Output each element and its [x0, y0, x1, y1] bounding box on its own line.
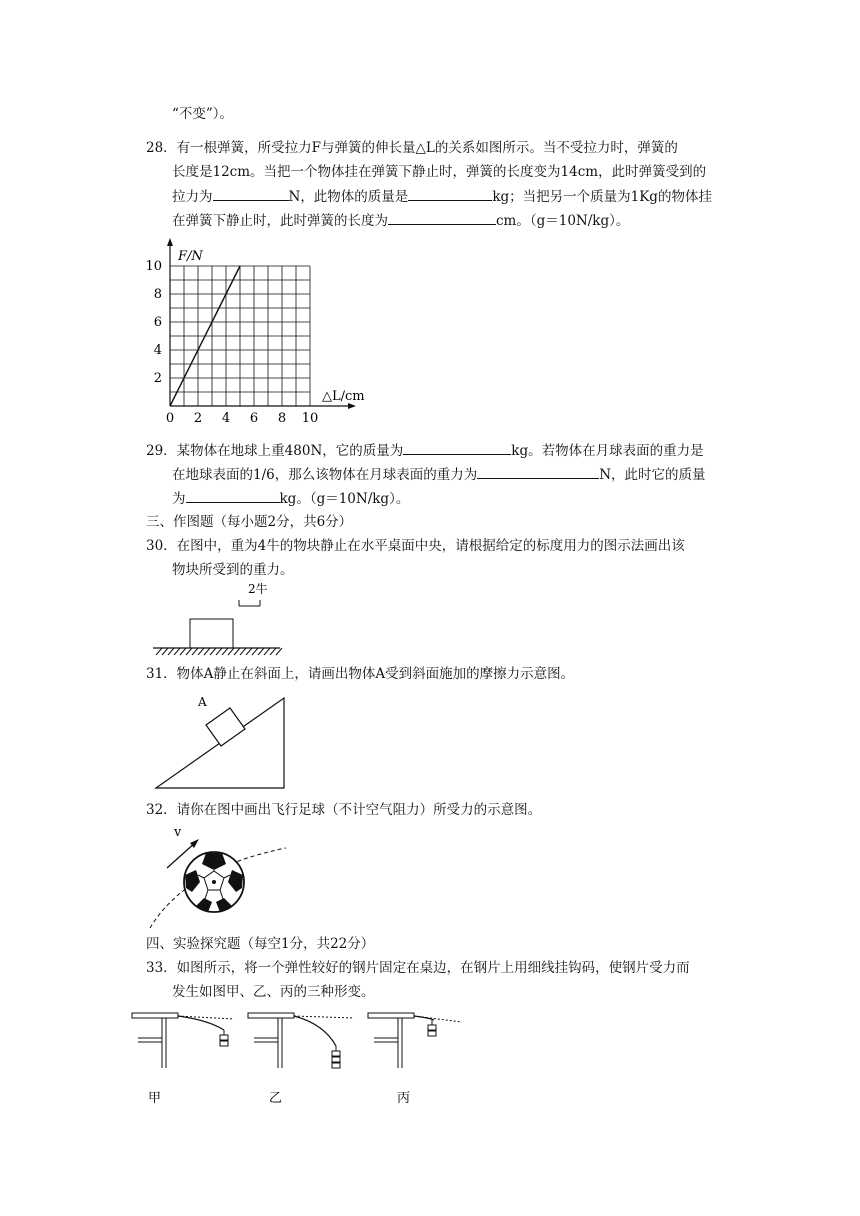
velocity-label: v: [174, 825, 182, 840]
q28-line-1: 28．有一根弹簧，所受拉力F与弹簧的伸长量△L的关系如图所示。当不受拉力时，弹簧的: [146, 140, 678, 156]
scale-label: 2牛: [248, 582, 268, 596]
q30-line-1: 30．在图中，重为4牛的物块静止在水平桌面中央，请根据给定的标度用力的图示法画出该: [146, 538, 685, 554]
q32-line-1: 32．请你在图中画出飞行足球（不计空气阻力）所受力的示意图。: [146, 802, 542, 818]
q27-tail: “不变”）。: [172, 106, 234, 122]
section-3-heading: 三、作图题（每小题2分，共6分）: [146, 514, 353, 530]
hatch-mark: [252, 648, 258, 655]
hatch-mark: [162, 648, 168, 655]
steel-strip-setup-a: [132, 1013, 234, 1068]
hatch-mark: [222, 648, 228, 655]
hatch-mark: [180, 648, 186, 655]
answer-blank[interactable]: [213, 186, 289, 201]
chart-grid: [170, 266, 310, 406]
hatch-mark: [192, 648, 198, 655]
steel-strip-setup-c: [368, 1013, 462, 1068]
x-tick-label: 2: [193, 411, 203, 426]
q28-text: N，此物体的质量是: [288, 189, 409, 205]
hatch-mark: [240, 648, 246, 655]
q29-text: 为: [172, 491, 186, 507]
q28-text: 在弹簧下静止时，此时弹簧的长度为: [172, 213, 388, 229]
hatch-mark: [186, 648, 192, 655]
x-tick-label: 0: [165, 411, 175, 426]
hatch-mark: [198, 648, 204, 655]
q29-line-3: [172, 488, 409, 509]
block-a: [206, 708, 245, 746]
x-tick-label: 10: [301, 411, 319, 426]
q28-text: cm。（g＝10N/kg）。: [496, 213, 630, 229]
y-tick-label: 4: [153, 343, 162, 358]
hatch-mark: [228, 648, 234, 655]
hatch-mark: [216, 648, 222, 655]
x-tick-label: 4: [221, 411, 231, 426]
q32-figure: [146, 820, 296, 932]
q29-text: kg。若物体在月球表面的重力是: [511, 443, 704, 459]
hatch-mark: [234, 648, 240, 655]
y-tick-label: 10: [145, 259, 162, 274]
answer-blank[interactable]: [186, 488, 280, 503]
q29-text: N，此时它的质量: [599, 467, 706, 483]
q33-figure: [128, 1006, 478, 1110]
q31-figure: [150, 688, 290, 792]
steel-strip-setup-b: [248, 1013, 354, 1068]
x-tick-label: 8: [277, 411, 287, 426]
q29-line-2: [172, 464, 706, 485]
x-axis-label: △L/cm: [322, 389, 365, 404]
hatch-mark: [264, 648, 270, 655]
q28-text: 拉力为: [172, 189, 213, 205]
spring-force-chart: [140, 238, 390, 434]
q30-line-2: 物块所受到的重力。: [172, 562, 294, 578]
answer-blank[interactable]: [477, 464, 599, 479]
q28-line-4: [172, 210, 629, 231]
figure-label-yi: 乙: [269, 1091, 283, 1106]
block: [190, 619, 233, 648]
football-icon: [184, 852, 244, 912]
y-tick-label: 6: [153, 315, 162, 330]
hatch-mark: [258, 648, 264, 655]
hatch-mark: [276, 648, 282, 655]
hatch-mark: [174, 648, 180, 655]
q28-line-3: [172, 186, 712, 207]
hatch-mark: [210, 648, 216, 655]
q30-figure: [148, 576, 288, 658]
answer-blank[interactable]: [388, 210, 496, 225]
q28-line-2: 长度是12cm。当把一个物体挂在弹簧下静止时，弹簧的长度变为14cm，此时弹簧受到的: [172, 164, 707, 180]
hatch-mark: [270, 648, 276, 655]
answer-blank[interactable]: [408, 186, 492, 201]
section-4-heading: 四、实验探究题（每空1分，共22分）: [146, 936, 375, 952]
chart-ticks: [145, 259, 318, 426]
block-a-label: A: [198, 695, 207, 709]
q33-line-2: 发生如图甲、乙、丙的三种形变。: [172, 984, 375, 1000]
q29-text: 在地球表面的1/6，那么该物体在月球表面的重力为: [172, 467, 478, 483]
q28-text: kg；当把另一个质量为1Kg的物体挂: [492, 189, 712, 205]
x-tick-label: 6: [249, 411, 259, 426]
table-surface: [153, 648, 282, 655]
y-axis-label: F/N: [178, 249, 203, 264]
q29-text: 29．某物体在地球上重480N，它的质量为: [146, 443, 404, 459]
hatch-mark: [168, 648, 174, 655]
figure-label-bing: 丙: [397, 1091, 411, 1106]
figure-label-jia: 甲: [148, 1091, 162, 1106]
answer-blank[interactable]: [403, 440, 511, 455]
q33-line-1: 33．如图所示，将一个弹性较好的钢片固定在桌边，在钢片上用细线挂钩码，使钢片受力而: [146, 960, 690, 976]
hatch-mark: [246, 648, 252, 655]
hatch-mark: [156, 648, 162, 655]
scale-bar: [239, 600, 260, 606]
q31-line-1: 31．物体A静止在斜面上，请画出物体A受到斜面施加的摩擦力示意图。: [146, 666, 575, 682]
y-tick-label: 2: [153, 371, 162, 386]
q29-line-1: [146, 440, 704, 461]
hatch-mark: [204, 648, 210, 655]
y-axis-arrow: [167, 238, 173, 246]
q29-text: kg。（g＝10N/kg）。: [279, 491, 410, 507]
y-tick-label: 8: [153, 287, 162, 302]
